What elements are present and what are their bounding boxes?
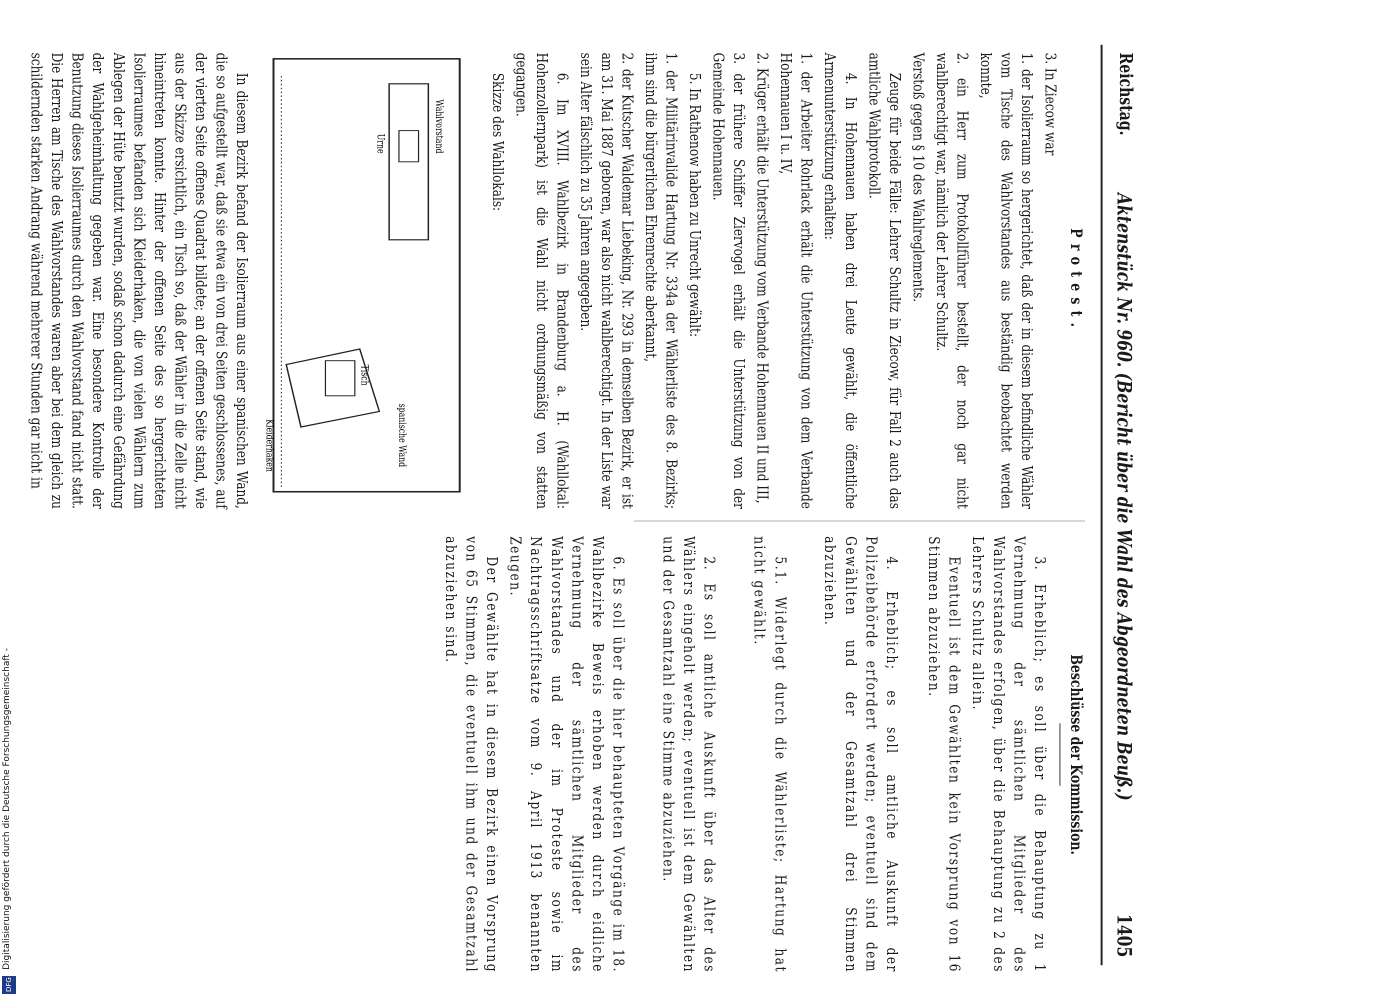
protest-para-6-body: In diesem Bezirk befand der Isolierraum aus einer spanischen Wand, die so aufgestellt war, daß sie etwa ein von drei Seiten geschlossenes, auf der vierten Seite offenes Quadrat bildete; an der offenen Seite stand, wie aus der Skizze ersichtlich, ein Tisch so, daß der Wähler in die Zelle nicht hineintreten konnte. Hinter der offenen Seite des so hergerichteten Isolierraumes befanden sich Kleiderhaken, die von vielen Wählern zum Ablegen der Hüte benutzt wurden, sodaß schon dadurch eine Gefährdung der Wahlgeheimhaltung gegeben war. Eine besondere Kontrolle der Benutzung dieses Isolierraumes durch den Wahlvorstand fand nicht statt. Die Herren am Tische des Wahlvorstandes waren aber bei dem gleich zu schildernden starken Andrang während mehrerer Stunden gar nicht in [27,52,251,509]
dfg-logo: DFG [2,976,16,994]
protest-para-5-2: 2. der Kutscher Waldemar Liebeking, Nr. 293 in demselben Bezirk, er ist am 31. Mai 1887 geboren, war also nicht wahlberechtigt. In der Liste war sein Alter fälschlich zu 35 Jahren angegeben. [577,52,637,509]
tisch-label: Tisch [358,364,370,386]
beschluesse-column [437,536,1089,973]
protest-para-5: 5. In Rathenow haben zu Unrecht gewählt: [686,72,704,338]
page-number: 1405 [1112,913,1136,958]
header-title: Aktenstück Nr. 960. (Bericht über die Wahl des Abgeordneten Beuß.) [1112,193,1136,801]
urne-label: Urne [374,133,386,154]
spanische-wand-label: spanische Wand [395,403,407,468]
title-rule [1059,723,1060,785]
protest-continued [23,53,252,509]
kleiderhaken-label: Kleiderhaken [263,419,275,472]
beschluss-3-b: Eventuell ist dem Gewählten kein Vorsprung von 16 Stimmen abzuziehen. [925,536,964,973]
beschluss-5-1: 5.1. Widerlegt durch die Wählerliste; Hartung hat nicht gewählt. [750,536,789,973]
polling-room-sketch [262,53,468,509]
beschluss-6: 6. Es soll über die hier behaupteten Vorgänge im 18. Wahlbezirke Beweis erhoben werden durch eidliche Vernehmung der sämtlichen Mitglieder des Wahlvorstandes und der im Proteste sowie im Nachtragsschriftsatze vom 9. April 1913 benannten Zeugen. [506,536,628,973]
protest-para-3-1: 1. der Isolierraum so hergerichtet, daß der in diesem befindliche Wähler vom Tische des Wahlvorstandes aus beständig beobachtet werden konnte, [977,52,1036,509]
protest-para-6-skizze: Skizze des Wahllokals: [489,72,507,212]
footer-text: Digitalisierung gefördert durch die Deutsche Forschungsgemeinschaft - [2,648,12,970]
beschluss-3: 3. Erheblich; es soll über die Behauptung zu 1 Vernehmung der sämtlichen Mitglieder des Wahlvorstandes erfolgen, über die Behauptung zu 2 des Lehrers Schultz allein. [969,536,1049,973]
sketch-svg [262,53,468,509]
protest-para-4-1: 1. der Arbeiter Rohrlack erhält die Unterstützung von dem Verbande Hohennauen I u. IV, [777,52,816,509]
urne-box [399,131,419,162]
protest-para-3-2: 2. ein Herr zum Protokollführer bestellt, der noch gar nicht wahlberechtigt war, nämlich der Lehrer Schultz. [933,52,972,509]
header-rule [1101,45,1103,965]
beschluesse-title: Beschlüsse der Kommission. [1067,654,1086,855]
protest-para-4-2: 2. Krüger erhält die Unterstützung vom Verbande Hohennauen II und III, [753,52,772,504]
beschluss-6-b: Der Gewählte hat in diesem Bezirk einen Vorsprung von 65 Stimmen, die eventuell ihm und der Gesamtzahl abzuziehen sind. [442,536,501,973]
page-header [1105,21,1144,988]
protest-para-3: 3. In Ziecow war [1041,52,1060,156]
protest-para-6: 6. Im XVIII. Wahlbezirk in Brandenburg a. H. (Wahllokal: Hohenzollernpark) ist die Wahl nicht ordnungsmäßig von statten gegangen. [512,52,572,509]
header-left: Reichstag. [1115,52,1136,136]
beschluss-4: 4. Erheblich; es soll amtliche Auskunft der Polizeibehörde erfordert werden; eventuell sind dem Gewählten und der Gesamtzahl drei Stimmen abzuziehen. [821,536,901,973]
beschluss-5-2: 2. Es soll amtliche Auskunft über das Alter des Wählers eingeholt werden; eventuell ist dem Gewählten und der Gesamtzahl eine Stimme abzuziehen. [659,536,719,973]
column-divider [634,521,1085,522]
protest-para-5-1: 1. der Militärinvalide Hartung Nr. 334a der Wählerliste des 8. Bezirks; ihm sind die bürgerlichen Ehrenrechte aberkannt, [641,52,681,509]
wahlvorstand-label: Wahlvorstand [432,99,444,154]
protest-title: Protest. [1067,228,1086,334]
document-page [27,21,1143,988]
protest-para-3-zeuge: Zeuge für beide Fälle: Lehrer Schultz in Ziecow, für Fall 2 auch das amtliche Wahlprotokoll. [865,52,904,509]
protest-para-4-3: 3. der frühere Schiffer Ziervogel erhält die Unterstützung von der Gemeinde Hohennauen. [709,52,748,509]
footer [0,0,20,1000]
protest-column [484,53,1089,509]
protest-para-3-verstoss: Verstoß gegen § 10 des Wahlreglements. [909,52,928,303]
tisch-box [325,361,354,396]
protest-para-4: 4. In Hohennauen haben drei Leute gewählt, die öffentliche Armenunterstützung erhalten: [821,52,860,509]
